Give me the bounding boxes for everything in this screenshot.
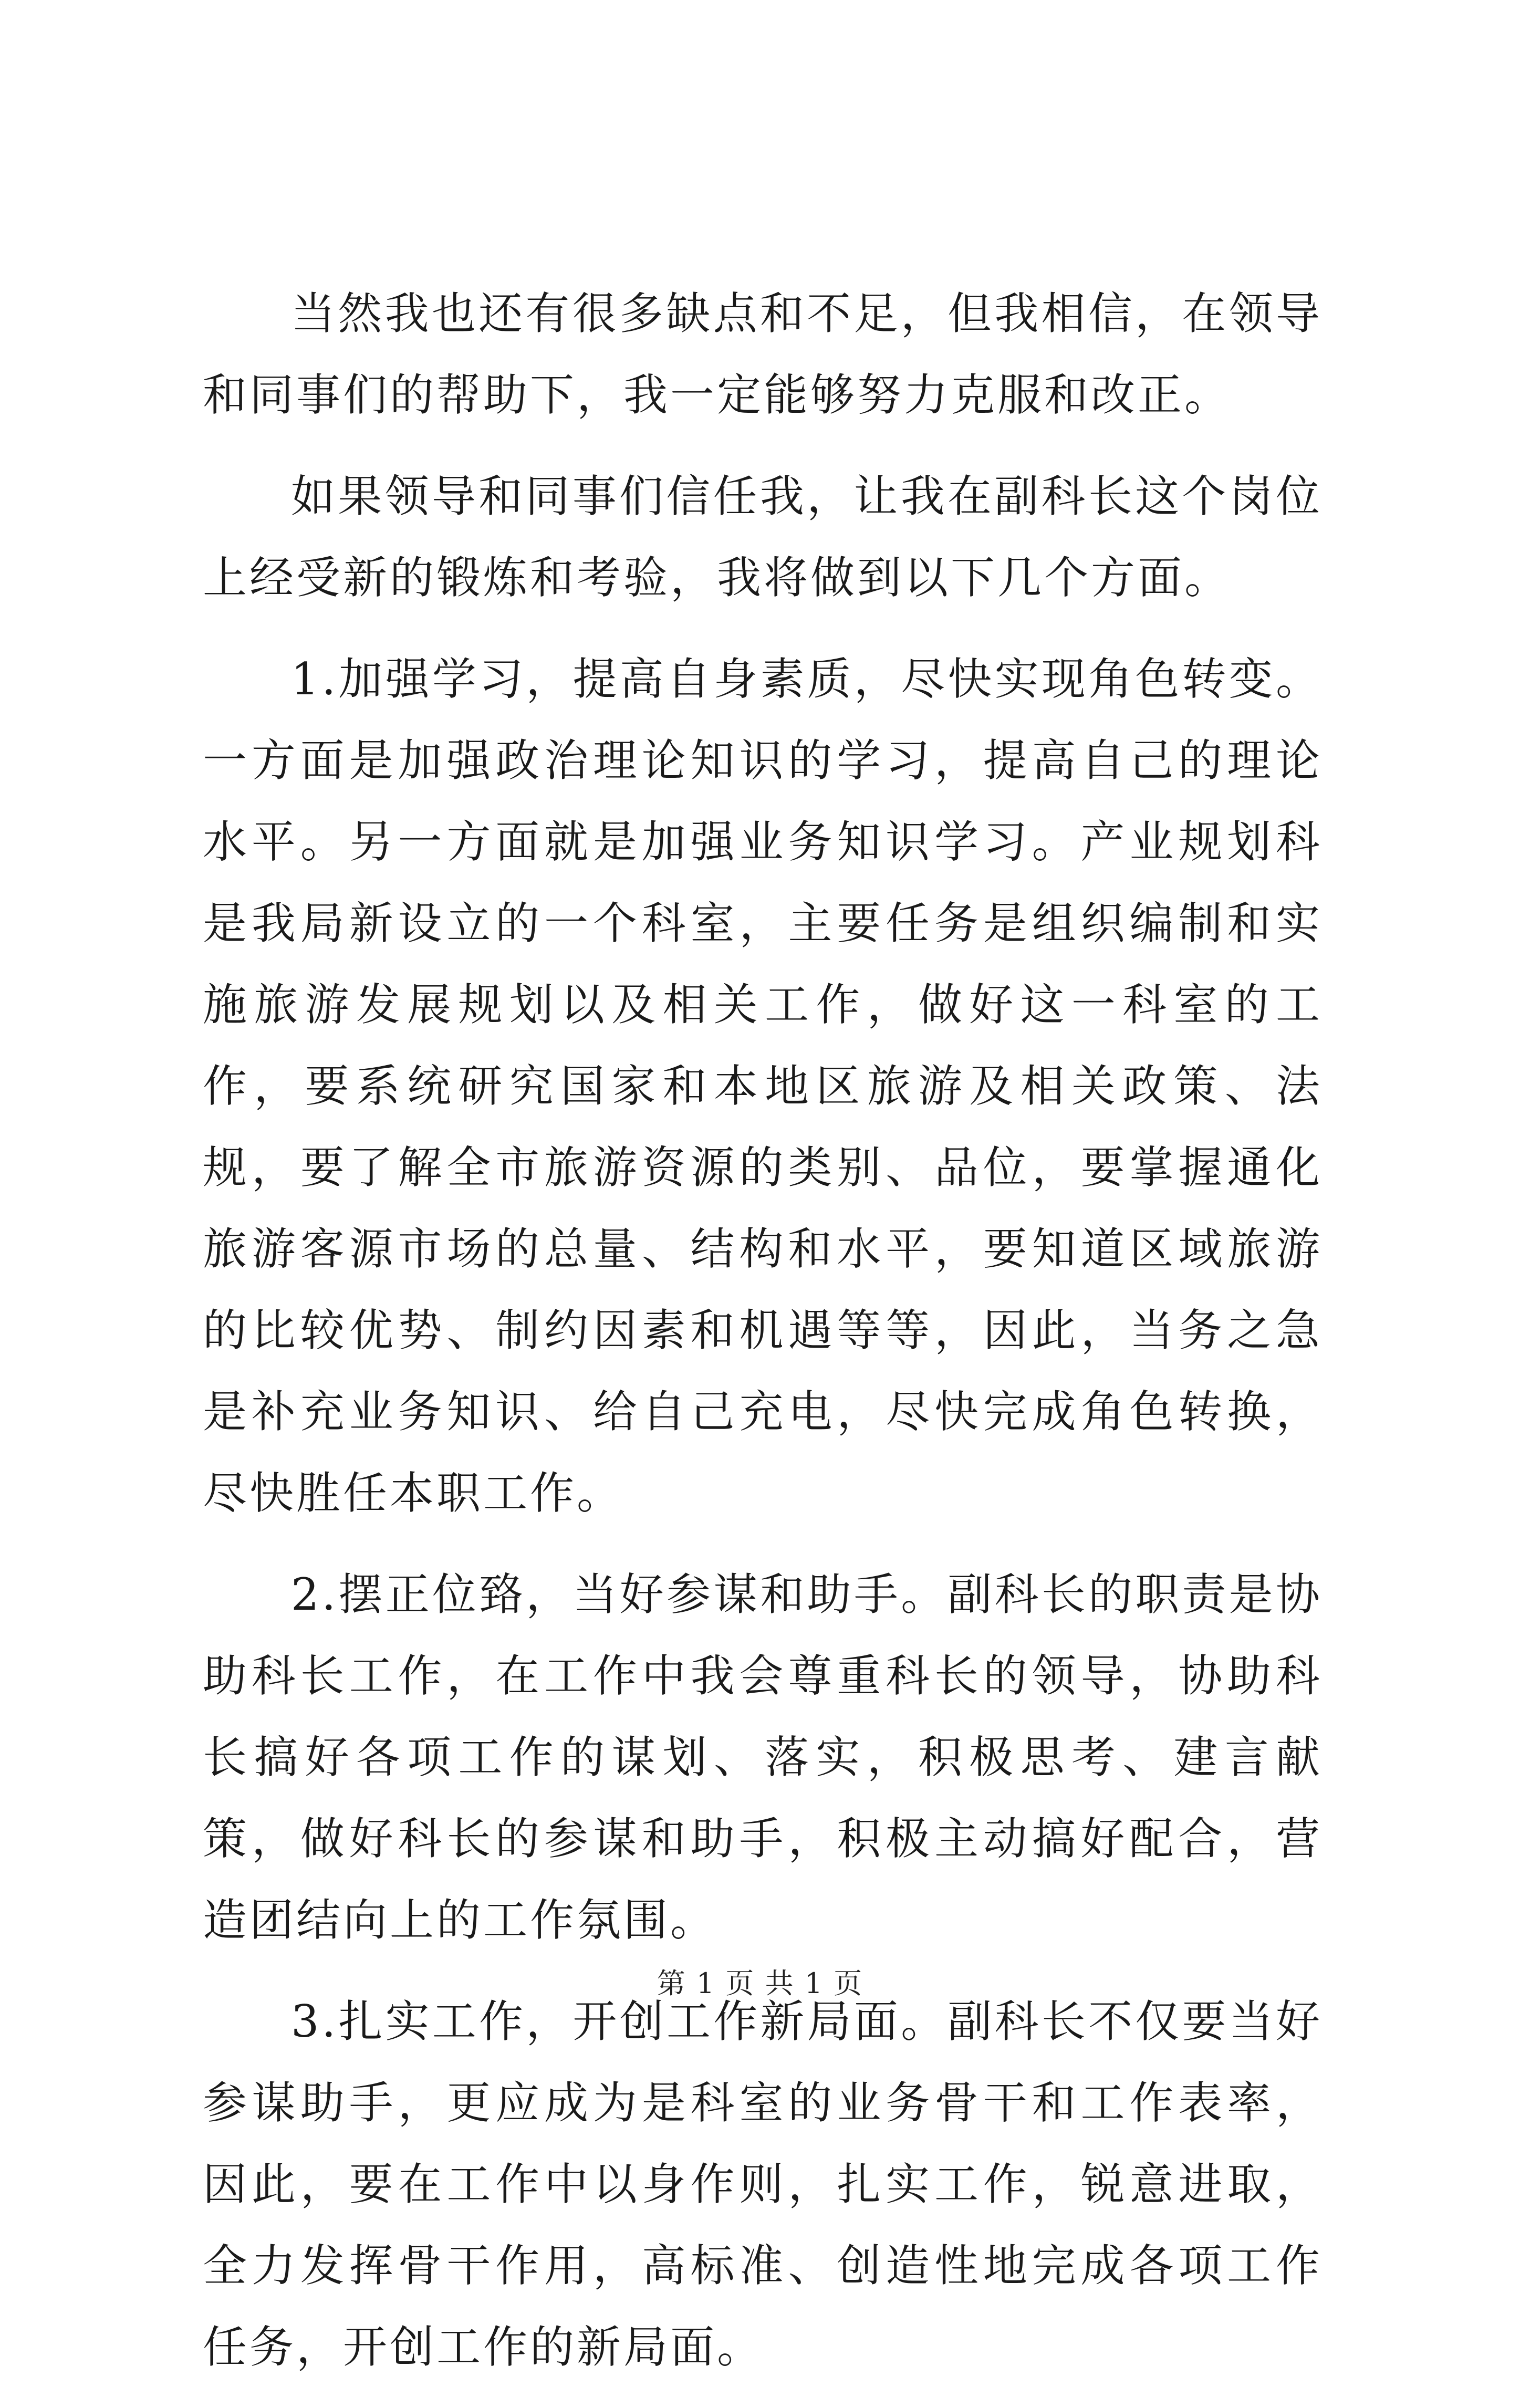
paragraph-point-1-study: 1.加强学习，提高自身素质，尽快实现角色转变。一方面是加强政治理论知识的学习，提高自己的理论水平。另一方面就是加强业务知识学习。产业规划科是我局新设立的一个科室，主要任务是组织编制和实施旅游发展规划以及相关工作，做好这一科室的工作，要系统研究国家和本地区旅游及相关政策、法规，要了解全市旅游资源的类别、品位，要掌握通化旅游客源市场的总量、结构和水平，要知道区域旅游的比较优势、制约因素和机遇等等，因此，当务之急是补充业务知识、给自己充电，尽快完成角色转换，尽快胜任本职工作。 <box>203 653 1323 1519</box>
page-number-footer: 第 1 页 共 1 页 <box>657 1967 863 2000</box>
paragraph-point-3-work: 3.扎实工作，开创工作新局面。副科长不仅要当好参谋助手，更应成为是科室的业务骨干和工作表率，因此，要在工作中以身作则，扎实工作，锐意进取，全力发挥骨干作用，高标准、创造性地完成各项工作任务，开创工作的新局面。 <box>203 1996 1323 2373</box>
document-body <box>203 273 1323 2408</box>
paragraph-shortcomings: 当然我也还有很多缺点和不足，但我相信，在领导和同事们的帮助下，我一定能够努力克服和改正。 <box>203 288 1323 421</box>
paragraph-commitment: 如果领导和同事们信任我，让我在副科长这个岗位上经受新的锻炼和考验，我将做到以下几个方面。 <box>203 471 1323 603</box>
paragraph-point-2-position: 2.摆正位臵，当好参谋和助手。副科长的职责是协助科长工作，在工作中我会尊重科长的领导，协助科长搞好各项工作的谋划、落实，积极思考、建言献策，做好科长的参谋和助手，积极主动搞好配合，营造团结向上的工作氛围。 <box>203 1569 1323 1946</box>
